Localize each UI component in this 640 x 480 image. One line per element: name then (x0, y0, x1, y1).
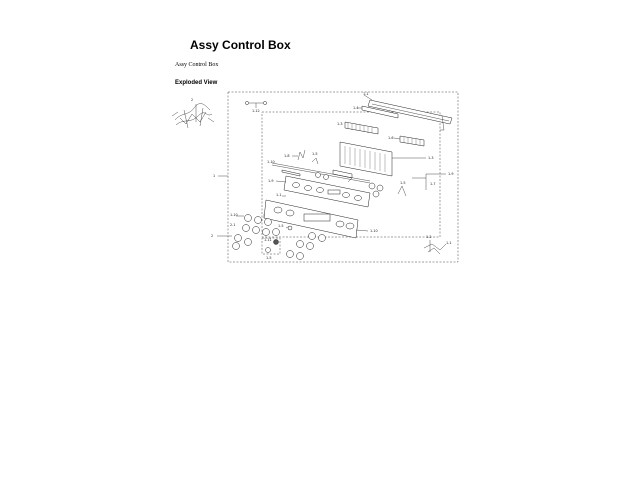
callout-2: 2 (211, 234, 214, 238)
callout-1-4: 1-4 (353, 106, 359, 110)
callout-1-9-b: 1-9 (448, 172, 454, 176)
knob-set-bottom (287, 233, 326, 260)
callout-2-1: 2-1 (230, 223, 236, 227)
callout-1-11: 1-11 (264, 238, 272, 242)
callout-1-5-a: 1-5 (312, 152, 318, 156)
callout-1-10-a: 1-10 (267, 160, 275, 164)
page-title: Assy Control Box (190, 38, 291, 52)
callout-1-10-b: 1-10 (370, 229, 378, 233)
callout-2-inset: 2 (191, 98, 194, 102)
callout-1-3-a: 1-3 (337, 122, 343, 126)
section-heading: Exploded View (175, 80, 218, 86)
relay-board (388, 136, 424, 146)
callout-1-5-c: 1-5 (278, 224, 284, 228)
display-pcb-small (337, 122, 378, 134)
loose-knobs (369, 172, 454, 197)
callout-1-9-a: 1-9 (268, 179, 274, 183)
page-subtitle: Assy Control Box (175, 62, 219, 68)
bracket-small (262, 238, 280, 260)
control-panel-frame (268, 176, 370, 207)
wire-harness-icon (172, 98, 214, 128)
callout-1-1-b: 1-1 (276, 193, 282, 197)
callout-1-1-a: 1-1 (363, 92, 369, 96)
callout-1-12: 1-12 (252, 109, 260, 113)
spring-clip (284, 150, 318, 164)
callout-1-7: 1-7 (430, 182, 436, 186)
callout-1-5-b: 1-5 (400, 181, 406, 185)
callout-1-8: 1-8 (284, 154, 290, 158)
callout-1-5-d: 1-5 (266, 256, 272, 260)
callout-1-6: 1-6 (388, 136, 394, 140)
callout-1-10-c: 1-10 (230, 213, 238, 217)
callout-1-1-c: 1-1 (446, 241, 452, 245)
wire-harness-bottom (424, 235, 452, 254)
callout-1-2: 1-2 (426, 235, 432, 239)
callout-1: 1 (213, 174, 216, 178)
callout-1-3-b: 1-3 (428, 156, 434, 160)
main-control-pcb (333, 142, 434, 182)
screw-pair (245, 101, 266, 113)
